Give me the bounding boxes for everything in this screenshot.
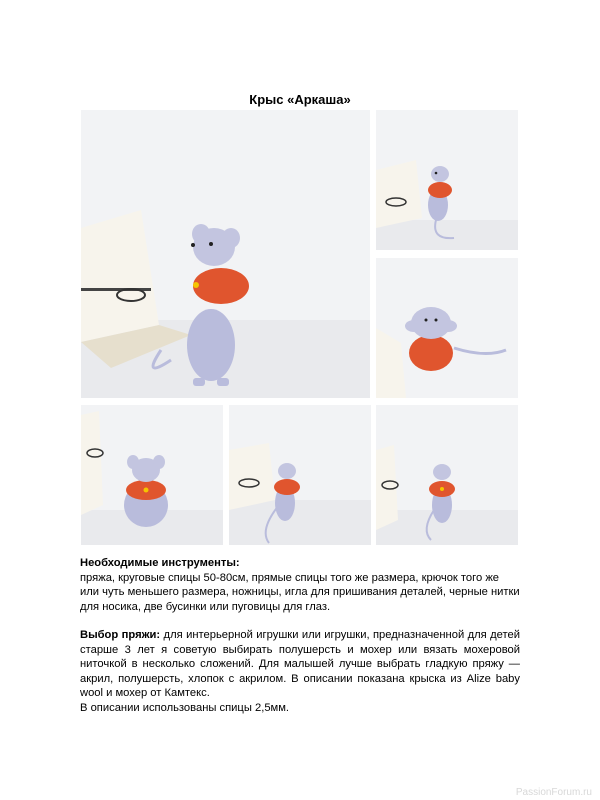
yarn-heading: Выбор пряжи: [80,629,161,641]
tools-section [80,556,520,614]
yarn-section [80,628,520,716]
tools-heading: Необходимые инструменты: [80,557,240,569]
photo-bottom-left [81,405,223,545]
photo-right-top [376,110,518,250]
photo-right-middle [376,258,518,398]
page-title: Крыс «Аркаша» [249,92,351,107]
photo-main [81,110,370,398]
photo-bottom-middle [229,405,371,545]
needles-note: В описании использованы спицы 2,5мм. [80,701,290,714]
tools-text: пряжа, круговые спицы 50-80см, прямые спицы того же размера, крючок того же или чуть меньшего размера, ножницы, игла для пришивания деталей, черные нитки для носика, две бусинки или пуговицы для глаз. [80,571,520,613]
watermark: PassionForum.ru [515,787,592,798]
photo-bottom-right [376,405,518,545]
yarn-text: для интерьерной игрушки или игрушки, предназначенной для детей старше 3 лет я советую выбирать полушерсть и мохер или вязать мохеровой ниточкой в несколько сложений. Для малышей лучше выбрать гладкую пряжу — акрил, полушерсть, хлопок с акрилом. В описании показана крыска из Alize baby wool и мохер от Камтекс. [80,629,520,700]
